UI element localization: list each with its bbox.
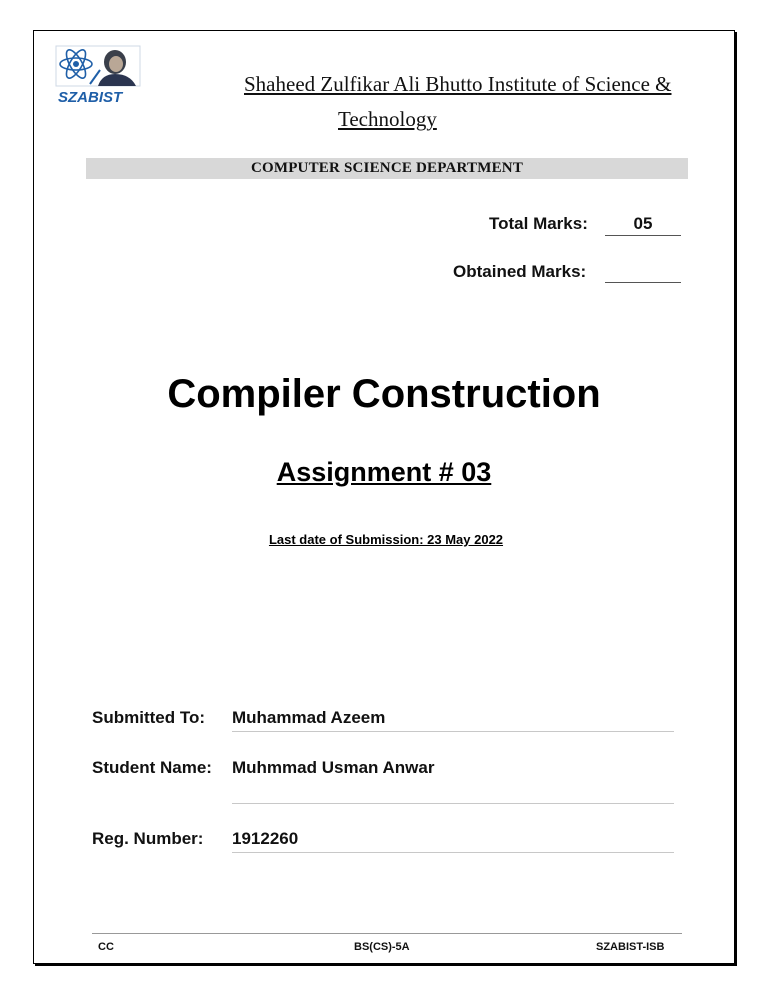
course-title: Compiler Construction bbox=[167, 372, 601, 416]
obtained-marks-label: Obtained Marks: bbox=[453, 262, 587, 281]
submitted-to-line bbox=[232, 731, 674, 732]
reg-number-line bbox=[232, 852, 674, 853]
total-marks-line bbox=[605, 235, 681, 236]
submitted-to-label: Submitted To: bbox=[92, 708, 205, 727]
footer-campus: SZABIST-ISB bbox=[596, 941, 665, 953]
student-name-line bbox=[232, 803, 674, 804]
department-name: COMPUTER SCIENCE DEPARTMENT bbox=[250, 160, 524, 176]
institute-name-line2: Technology bbox=[338, 107, 437, 131]
footer-divider bbox=[92, 933, 682, 934]
total-marks-label: Total Marks: bbox=[489, 214, 588, 233]
footer-course-code: CC bbox=[98, 941, 114, 953]
student-name-value: Muhmmad Usman Anwar bbox=[232, 758, 435, 777]
footer-class: BS(CS)-5A bbox=[354, 941, 410, 953]
logo-text: SZABIST bbox=[58, 89, 123, 106]
szabist-logo-icon bbox=[52, 44, 144, 106]
reg-number-label: Reg. Number: bbox=[92, 829, 204, 848]
student-name-label: Student Name: bbox=[92, 758, 212, 777]
department-banner bbox=[86, 158, 688, 179]
submitted-to-value: Muhammad Azeem bbox=[232, 708, 386, 727]
obtained-marks-line bbox=[605, 282, 681, 283]
institute-name-line1: Shaheed Zulfikar Ali Bhutto Institute of Science & bbox=[244, 72, 672, 96]
reg-number-value: 1912260 bbox=[232, 829, 299, 848]
total-marks-value: 05 bbox=[633, 214, 653, 233]
submission-deadline: Last date of Submission: 23 May 2022 bbox=[268, 532, 504, 547]
assignment-number: Assignment # 03 bbox=[276, 457, 492, 487]
